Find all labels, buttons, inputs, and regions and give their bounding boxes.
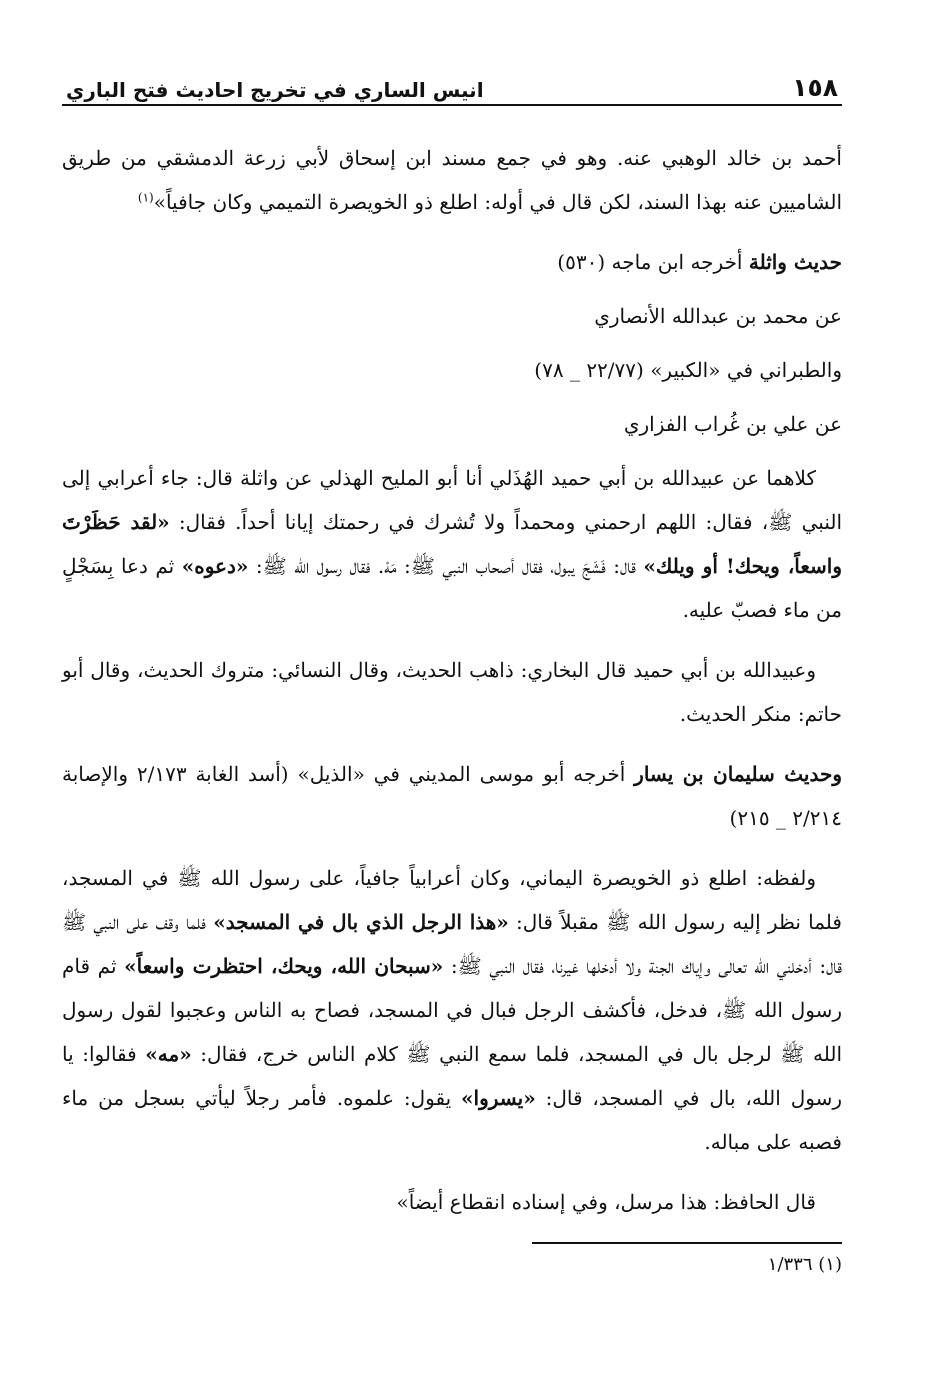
kilahuma-quote-1: «لقد حَظَرْتَ واسعاً، ويحك! أو ويلك»	[62, 510, 843, 578]
paragraph-hafiz: قال الحافظ: هذا مرسل، وفي إسناده انقطاع أيضاً»	[396, 1190, 816, 1214]
page-number: ١٥٨	[792, 73, 838, 102]
book-page	[62, 58, 842, 1275]
sulayman-rest: أخرجه أبو موسى المديني في «الذيل» (أسد الغابة ٢/١٧٣ والإصابة ٢/٢١٤ _ ٢١٥)	[62, 762, 842, 830]
paragraph-sulayman	[62, 752, 842, 840]
kilahuma-quote-2: «دعوه»	[181, 554, 249, 578]
lafzuh-part-c: فلما وقف على النبي ﷺ قال: أدخلني الله تعالى وإياك الجنة ولا أدخلها غيرنا، فقال النبي ﷺ:	[62, 910, 843, 978]
paragraph-ahmad-text: أحمد بن خالد الوهبي عنه. وهو في جمع مسند ابن إسحاق لأبي زرعة الدمشقي من طريق الشاميين عنه بهذا السند، لكن قال في أوله: اطلع ذو الخويصرة التميمي وكان جافياً»	[62, 146, 842, 214]
heading-wathila	[62, 240, 842, 284]
kilahuma-part-c: قال: فَشَجَ يبول، فقال أصحاب النبي ﷺ: مَهْ. فقال رسول الله ﷺ:	[248, 554, 644, 578]
paragraph-ubaydullah: وعبيدالله بن أبي حميد قال البخاري: ذاهب الحديث، وقال النسائي: متروك الحديث، وقال أبو حاتم: منكر الحديث.	[62, 658, 842, 726]
footnote-number: (١)	[818, 1254, 842, 1275]
lafzuh-part-a: ولفظه: اطلع ذو الخويصرة اليماني، وكان أعرابياً جافياً، على رسول الله ﷺ في المسجد، فلما نظر إليه رسول الله ﷺ مقبلاً قال:	[62, 866, 842, 934]
line-ali: عن علي بن غُراب الفزاري	[623, 412, 842, 436]
kilahuma-part-a: كلاهما عن عبيدالله بن أبي حميد الهُذَلي أنا أبو المليح الهذلي عن واثلة قال: جاء أعرابي إلى النبي ﷺ، فقال: اللهم ارحمني ومحمداً ولا تُشرك في رحمتك إيانا أحداً. فقال:	[62, 466, 843, 534]
line-tabarani: والطبراني في «الكبير» (٢٢/٧٧ _ ٧٨)	[534, 358, 842, 382]
kilahuma-part-e: ثم دعا بِسَجْلٍ من ماء فصبّ عليه.	[62, 554, 842, 622]
lafzuh-part-i: يقول: علموه. فأمر رجلاً ليأتي بسجل من ماء فصبه على مباله.	[62, 1086, 842, 1154]
lafzuh-quote-3: «مه»	[145, 1042, 192, 1066]
main-text	[62, 136, 842, 1224]
footnote-text: ١/٣٣٦	[767, 1254, 813, 1275]
running-header	[62, 58, 842, 106]
sulayman-bold: وحديث سليمان بن يسار	[634, 762, 843, 786]
paragraph-lafzuh	[62, 856, 842, 1164]
footnote-reference: (١)	[137, 190, 154, 205]
lafzuh-part-e: ثم قام رسول الله ﷺ، فدخل، فأكشف الرجل فبال في المسجد، فصاح به الناس وعجبوا لقول رسول الله ﷺ لرجل بال في المسجد، فلما سمع النبي ﷺ كلام الناس خرج، فقال:	[62, 954, 842, 1066]
paragraph-ahmad	[62, 136, 842, 224]
wathila-bold: حديث واثلة	[748, 250, 842, 274]
book-title: انيس الساري في تخريج احاديث فتح الباري	[66, 78, 484, 102]
wathila-rest: أخرجه ابن ماجه (٥٣٠)	[557, 250, 749, 274]
paragraph-kilahuma	[62, 456, 842, 632]
line-muhammad: عن محمد بن عبدالله الأنصاري	[594, 304, 842, 328]
footnote	[62, 1254, 842, 1275]
lafzuh-part-g: فقالوا: يا رسول الله، بال في المسجد، قال:	[62, 1042, 842, 1110]
lafzuh-quote-1: «هذا الرجل الذي بال في المسجد»	[213, 910, 509, 934]
lafzuh-quote-4: «يسروا»	[461, 1086, 536, 1110]
footnote-divider	[532, 1242, 842, 1244]
lafzuh-quote-2: «سبحان الله، ويحك، احتظرت واسعاً»	[124, 954, 444, 978]
